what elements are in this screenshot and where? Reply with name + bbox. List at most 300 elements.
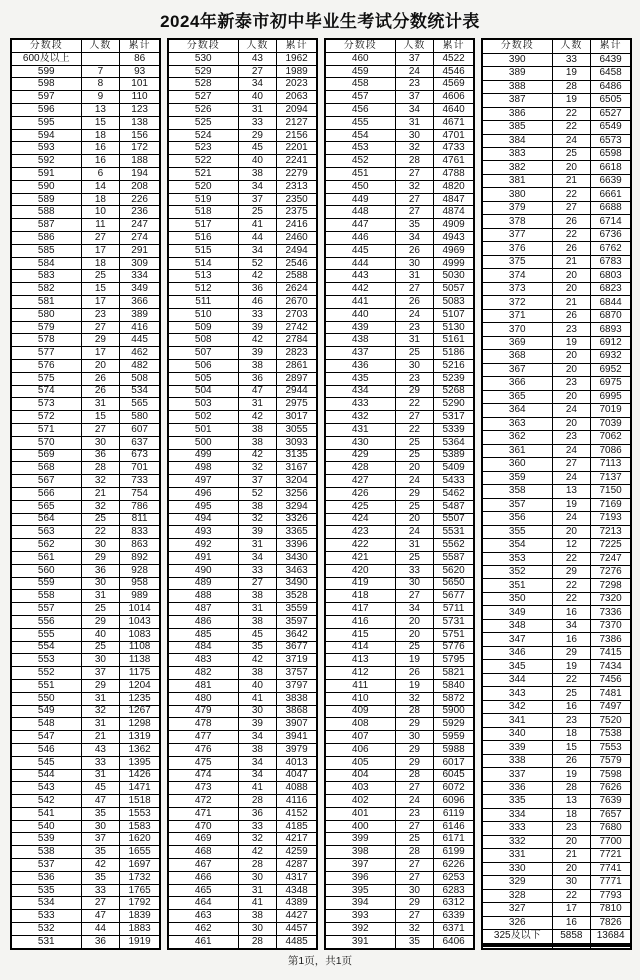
table-row — [11, 935, 160, 949]
table-row — [325, 564, 474, 577]
count-cell: 23 — [395, 78, 434, 91]
table-row — [11, 244, 160, 257]
score-range-cell: 547 — [11, 731, 81, 744]
table-row — [325, 372, 474, 385]
cumulative-cell: 4569 — [434, 78, 474, 91]
score-range-cell: 484 — [168, 641, 238, 654]
score-range-cell: 456 — [325, 104, 395, 117]
count-cell: 19 — [395, 679, 434, 692]
count-cell: 23 — [552, 714, 591, 727]
count-cell: 29 — [395, 897, 434, 910]
table-row — [11, 116, 160, 129]
count-cell: 24 — [395, 475, 434, 488]
cumulative-cell: 786 — [120, 500, 160, 513]
table-row — [482, 606, 631, 619]
cumulative-cell: 4259 — [277, 846, 317, 859]
table-row — [11, 308, 160, 321]
score-range-cell: 564 — [11, 513, 81, 526]
score-range-cell: 427 — [325, 475, 395, 488]
score-range-cell: 472 — [168, 795, 238, 808]
table-row — [482, 458, 631, 471]
count-cell: 31 — [81, 692, 120, 705]
table-row — [482, 673, 631, 686]
table-row — [168, 91, 317, 104]
table-row — [482, 444, 631, 457]
count-cell: 32 — [395, 142, 434, 155]
score-range-cell: 505 — [168, 372, 238, 385]
score-range-cell: 328 — [482, 889, 552, 902]
cumulative-cell: 1204 — [120, 679, 160, 692]
count-cell: 32 — [395, 180, 434, 193]
cumulative-cell: 6486 — [591, 80, 631, 93]
table-row — [168, 679, 317, 692]
cumulative-cell: 6736 — [591, 228, 631, 241]
score-range-cell: 501 — [168, 423, 238, 436]
cumulative-cell: 6146 — [434, 820, 474, 833]
score-range-cell: 556 — [11, 615, 81, 628]
cumulative-cell: 2375 — [277, 206, 317, 219]
cumulative-cell: 1043 — [120, 615, 160, 628]
score-range-cell: 452 — [325, 155, 395, 168]
count-cell: 25 — [395, 551, 434, 564]
table-row — [482, 741, 631, 754]
count-cell: 18 — [81, 129, 120, 142]
cumulative-cell: 3838 — [277, 692, 317, 705]
cumulative-cell: 7598 — [591, 768, 631, 781]
count-cell: 8 — [81, 78, 120, 91]
table-row — [168, 52, 317, 65]
score-range-cell: 499 — [168, 449, 238, 462]
table-row — [482, 67, 631, 80]
count-cell: 22 — [552, 889, 591, 902]
score-range-cell: 453 — [325, 142, 395, 155]
table-row — [482, 646, 631, 659]
score-range-cell: 460 — [325, 52, 395, 65]
score-range-cell: 567 — [11, 475, 81, 488]
score-range-cell: 404 — [325, 769, 395, 782]
cumulative-cell: 1298 — [120, 718, 160, 731]
cumulative-cell: 2156 — [277, 129, 317, 142]
cumulative-cell: 1138 — [120, 654, 160, 667]
cumulative-cell: 3597 — [277, 615, 317, 628]
count-cell: 32 — [238, 462, 277, 475]
score-range-cell: 463 — [168, 910, 238, 923]
score-range-cell: 548 — [11, 718, 81, 731]
score-range-cell: 502 — [168, 411, 238, 424]
count-cell: 22 — [552, 552, 591, 565]
table-row — [325, 257, 474, 270]
count-cell: 42 — [238, 846, 277, 859]
cumulative-cell: 7276 — [591, 566, 631, 579]
cumulative-cell: 334 — [120, 270, 160, 283]
score-range-cell: 589 — [11, 193, 81, 206]
cumulative-cell: 2127 — [277, 116, 317, 129]
table-row — [168, 500, 317, 513]
score-range-cell: 378 — [482, 215, 552, 228]
count-cell: 34 — [395, 104, 434, 117]
count-cell: 29 — [81, 334, 120, 347]
cumulative-cell: 3979 — [277, 743, 317, 756]
cumulative-cell: 2897 — [277, 372, 317, 385]
count-cell: 31 — [238, 603, 277, 616]
score-range-cell: 345 — [482, 660, 552, 673]
header-row — [482, 39, 631, 53]
count-cell: 27 — [395, 910, 434, 923]
score-range-cell: 512 — [168, 283, 238, 296]
cumulative-cell: 2944 — [277, 385, 317, 398]
score-range-cell: 485 — [168, 628, 238, 641]
count-cell: 16 — [81, 155, 120, 168]
cumulative-cell: 811 — [120, 513, 160, 526]
cumulative-cell: 1583 — [120, 820, 160, 833]
table-row — [11, 385, 160, 398]
table-row — [168, 423, 317, 436]
score-range-cell: 420 — [325, 564, 395, 577]
score-range-cell: 337 — [482, 768, 552, 781]
score-range-cell: 358 — [482, 485, 552, 498]
count-cell: 37 — [81, 833, 120, 846]
table-row — [168, 398, 317, 411]
score-range-cell: 552 — [11, 667, 81, 680]
table-row — [325, 641, 474, 654]
count-cell: 23 — [81, 308, 120, 321]
cumulative-cell: 110 — [120, 91, 160, 104]
table-row — [325, 91, 474, 104]
count-cell: 26 — [395, 667, 434, 680]
table-row — [482, 498, 631, 511]
count-cell: 32 — [81, 705, 120, 718]
score-range-cell: 399 — [325, 833, 395, 846]
table-row — [11, 283, 160, 296]
table-row — [325, 129, 474, 142]
cumulative-cell: 5268 — [434, 385, 474, 398]
table-row — [11, 884, 160, 897]
table-row — [325, 116, 474, 129]
cumulative-cell: 5959 — [434, 731, 474, 744]
table-row — [482, 727, 631, 740]
count-cell: 28 — [552, 781, 591, 794]
score-range-cell: 569 — [11, 449, 81, 462]
table-row — [482, 107, 631, 120]
count-cell: 44 — [81, 923, 120, 936]
cumulative-cell: 6932 — [591, 350, 631, 363]
table-row — [325, 308, 474, 321]
score-range-cell: 426 — [325, 487, 395, 500]
count-cell: 26 — [552, 754, 591, 767]
table-row — [168, 820, 317, 833]
count-cell: 20 — [552, 282, 591, 295]
table-row — [168, 807, 317, 820]
score-range-cell: 528 — [168, 78, 238, 91]
count-cell: 11 — [81, 219, 120, 232]
column-header-score-range: 分数段 — [325, 39, 395, 52]
cumulative-cell: 5587 — [434, 551, 474, 564]
score-range-cell: 479 — [168, 705, 238, 718]
count-cell: 27 — [81, 321, 120, 334]
count-cell: 29 — [395, 385, 434, 398]
score-range-cell: 451 — [325, 168, 395, 181]
cumulative-cell: 508 — [120, 372, 160, 385]
cumulative-cell: 5795 — [434, 654, 474, 667]
cumulative-cell: 7538 — [591, 727, 631, 740]
table-row — [325, 449, 474, 462]
count-cell: 41 — [238, 692, 277, 705]
count-cell: 24 — [395, 795, 434, 808]
score-range-cell: 414 — [325, 641, 395, 654]
score-range-cell: 506 — [168, 360, 238, 373]
score-range-cell: 437 — [325, 347, 395, 360]
table-row — [168, 65, 317, 78]
score-range-cell: 359 — [482, 471, 552, 484]
score-range-cell: 357 — [482, 498, 552, 511]
header-row — [325, 39, 474, 52]
count-cell: 30 — [238, 871, 277, 884]
count-cell: 33 — [238, 820, 277, 833]
cumulative-cell: 6312 — [434, 897, 474, 910]
count-cell: 27 — [395, 782, 434, 795]
score-range-cell: 467 — [168, 859, 238, 872]
count-cell: 18 — [552, 808, 591, 821]
count-cell: 22 — [395, 423, 434, 436]
count-cell: 35 — [238, 641, 277, 654]
score-range-cell: 538 — [11, 846, 81, 859]
table-row — [11, 423, 160, 436]
header-row — [11, 39, 160, 52]
table-row — [482, 525, 631, 538]
score-range-cell: 383 — [482, 147, 552, 160]
table-row — [325, 462, 474, 475]
count-cell: 19 — [395, 654, 434, 667]
score-range-cell: 331 — [482, 849, 552, 862]
column-header-count: 人数 — [81, 39, 120, 52]
table-row — [482, 592, 631, 605]
cumulative-cell: 5507 — [434, 513, 474, 526]
cumulative-cell: 1518 — [120, 795, 160, 808]
score-range-cell: 523 — [168, 142, 238, 155]
count-cell: 31 — [395, 270, 434, 283]
table-row — [482, 377, 631, 390]
cumulative-cell: 6371 — [434, 923, 474, 936]
count-cell: 42 — [238, 411, 277, 424]
column-header-count: 人数 — [238, 39, 277, 52]
cumulative-cell: 1989 — [277, 65, 317, 78]
score-range-cell: 372 — [482, 296, 552, 309]
table-row — [325, 833, 474, 846]
table-row — [11, 782, 160, 795]
score-range-cell: 398 — [325, 846, 395, 859]
count-cell: 38 — [238, 168, 277, 181]
score-range-cell: 344 — [482, 673, 552, 686]
count-cell — [552, 947, 591, 949]
count-cell: 38 — [238, 436, 277, 449]
cumulative-cell: 226 — [120, 193, 160, 206]
score-range-cell: 573 — [11, 398, 81, 411]
table-row — [482, 390, 631, 403]
table-row — [482, 188, 631, 201]
score-range-cell: 336 — [482, 781, 552, 794]
cumulative-cell: 5776 — [434, 641, 474, 654]
count-cell: 35 — [81, 871, 120, 884]
count-cell: 23 — [395, 372, 434, 385]
table-row — [168, 347, 317, 360]
count-cell: 22 — [552, 579, 591, 592]
score-range-cell: 551 — [11, 679, 81, 692]
table-row — [11, 91, 160, 104]
table-row — [11, 807, 160, 820]
count-cell: 27 — [395, 206, 434, 219]
score-range-cell: 576 — [11, 360, 81, 373]
score-range-cell: 560 — [11, 564, 81, 577]
table-row — [325, 180, 474, 193]
score-range-cell: 403 — [325, 782, 395, 795]
score-range-cell: 401 — [325, 807, 395, 820]
cumulative-cell: 7741 — [591, 862, 631, 875]
score-range-cell: 550 — [11, 692, 81, 705]
table-row — [325, 718, 474, 731]
table-row — [482, 889, 631, 902]
count-cell: 34 — [395, 232, 434, 245]
table-row — [11, 769, 160, 782]
count-cell: 21 — [552, 255, 591, 268]
score-range-cell: 445 — [325, 244, 395, 257]
score-range-cell: 600及以上 — [11, 52, 81, 65]
score-range-cell: 377 — [482, 228, 552, 241]
count-cell: 25 — [81, 270, 120, 283]
score-range-cell: 449 — [325, 193, 395, 206]
cumulative-cell: 1426 — [120, 769, 160, 782]
cumulative-cell: 7626 — [591, 781, 631, 794]
count-cell: 40 — [238, 91, 277, 104]
table-row — [482, 876, 631, 889]
table-row — [168, 193, 317, 206]
column-header-score-range: 分数段 — [11, 39, 81, 52]
cumulative-cell: 5216 — [434, 360, 474, 373]
table-row — [11, 590, 160, 603]
count-cell: 9 — [81, 91, 120, 104]
score-range-cell: 474 — [168, 769, 238, 782]
cumulative-cell: 7434 — [591, 660, 631, 673]
table-row — [482, 700, 631, 713]
count-cell: 25 — [395, 833, 434, 846]
count-cell: 34 — [552, 619, 591, 632]
cumulative-cell: 754 — [120, 487, 160, 500]
count-cell — [81, 52, 120, 65]
cumulative-cell: 6823 — [591, 282, 631, 295]
count-cell: 30 — [81, 654, 120, 667]
table-row — [482, 404, 631, 417]
count-cell: 29 — [552, 566, 591, 579]
score-range-cell: 418 — [325, 590, 395, 603]
cumulative-cell: 7086 — [591, 444, 631, 457]
count-cell: 34 — [238, 244, 277, 257]
cumulative-cell: 6406 — [434, 935, 474, 949]
score-range-cell: 411 — [325, 679, 395, 692]
cumulative-cell: 4701 — [434, 129, 474, 142]
cumulative-cell: 4640 — [434, 104, 474, 117]
score-range-cell: 379 — [482, 201, 552, 214]
cumulative-cell: 6844 — [591, 296, 631, 309]
table-row — [325, 795, 474, 808]
table-row — [11, 475, 160, 488]
cumulative-cell: 3430 — [277, 551, 317, 564]
score-range-cell: 587 — [11, 219, 81, 232]
count-cell: 25 — [552, 687, 591, 700]
table-row — [482, 121, 631, 134]
count-cell: 27 — [395, 590, 434, 603]
score-range-cell: 439 — [325, 321, 395, 334]
cumulative-cell: 188 — [120, 155, 160, 168]
count-cell: 39 — [238, 347, 277, 360]
cumulative-cell: 3719 — [277, 654, 317, 667]
table-row — [325, 513, 474, 526]
count-cell: 20 — [81, 360, 120, 373]
column-header-score-range: 分数段 — [168, 39, 238, 52]
cumulative-cell: 6017 — [434, 756, 474, 769]
cumulative-cell: 2588 — [277, 270, 317, 283]
count-cell: 23 — [395, 321, 434, 334]
cumulative-cell: 2546 — [277, 257, 317, 270]
table-row — [11, 168, 160, 181]
count-cell: 28 — [395, 155, 434, 168]
table-row — [325, 820, 474, 833]
score-range-cell: 392 — [325, 923, 395, 936]
table-row — [325, 321, 474, 334]
cumulative-cell: 6439 — [591, 53, 631, 66]
page-footer: 第1页，共1页 — [287, 955, 353, 967]
table-row — [482, 512, 631, 525]
count-cell: 33 — [238, 116, 277, 129]
table-row — [482, 822, 631, 835]
count-cell: 24 — [395, 526, 434, 539]
score-range-cell: 520 — [168, 180, 238, 193]
cumulative-cell: 13684 — [591, 930, 631, 943]
score-range-cell: 571 — [11, 423, 81, 436]
table-row — [168, 487, 317, 500]
table-row — [168, 628, 317, 641]
table-row — [168, 539, 317, 552]
count-cell: 29 — [395, 743, 434, 756]
table-row — [168, 577, 317, 590]
table-row — [11, 513, 160, 526]
count-cell: 27 — [395, 871, 434, 884]
count-cell: 42 — [238, 654, 277, 667]
score-range-cell: 579 — [11, 321, 81, 334]
count-cell: 25 — [395, 449, 434, 462]
score-range-cell: 430 — [325, 436, 395, 449]
count-cell: 35 — [81, 807, 120, 820]
table-row — [325, 296, 474, 309]
cumulative-cell: 7298 — [591, 579, 631, 592]
table-row — [482, 53, 631, 66]
count-cell: 38 — [238, 423, 277, 436]
count-cell: 20 — [552, 363, 591, 376]
count-cell: 27 — [238, 65, 277, 78]
count-cell: 22 — [552, 107, 591, 120]
count-cell: 44 — [238, 232, 277, 245]
count-cell: 27 — [552, 458, 591, 471]
score-range-cell: 364 — [482, 404, 552, 417]
cumulative-cell: 5057 — [434, 283, 474, 296]
score-range-cell: 334 — [482, 808, 552, 821]
score-range-cell: 561 — [11, 551, 81, 564]
table-row — [168, 692, 317, 705]
count-cell: 30 — [395, 257, 434, 270]
score-range-cell: 435 — [325, 372, 395, 385]
cumulative-cell: 3204 — [277, 475, 317, 488]
count-cell: 22 — [552, 592, 591, 605]
count-cell: 38 — [238, 743, 277, 756]
score-range-cell: 465 — [168, 884, 238, 897]
